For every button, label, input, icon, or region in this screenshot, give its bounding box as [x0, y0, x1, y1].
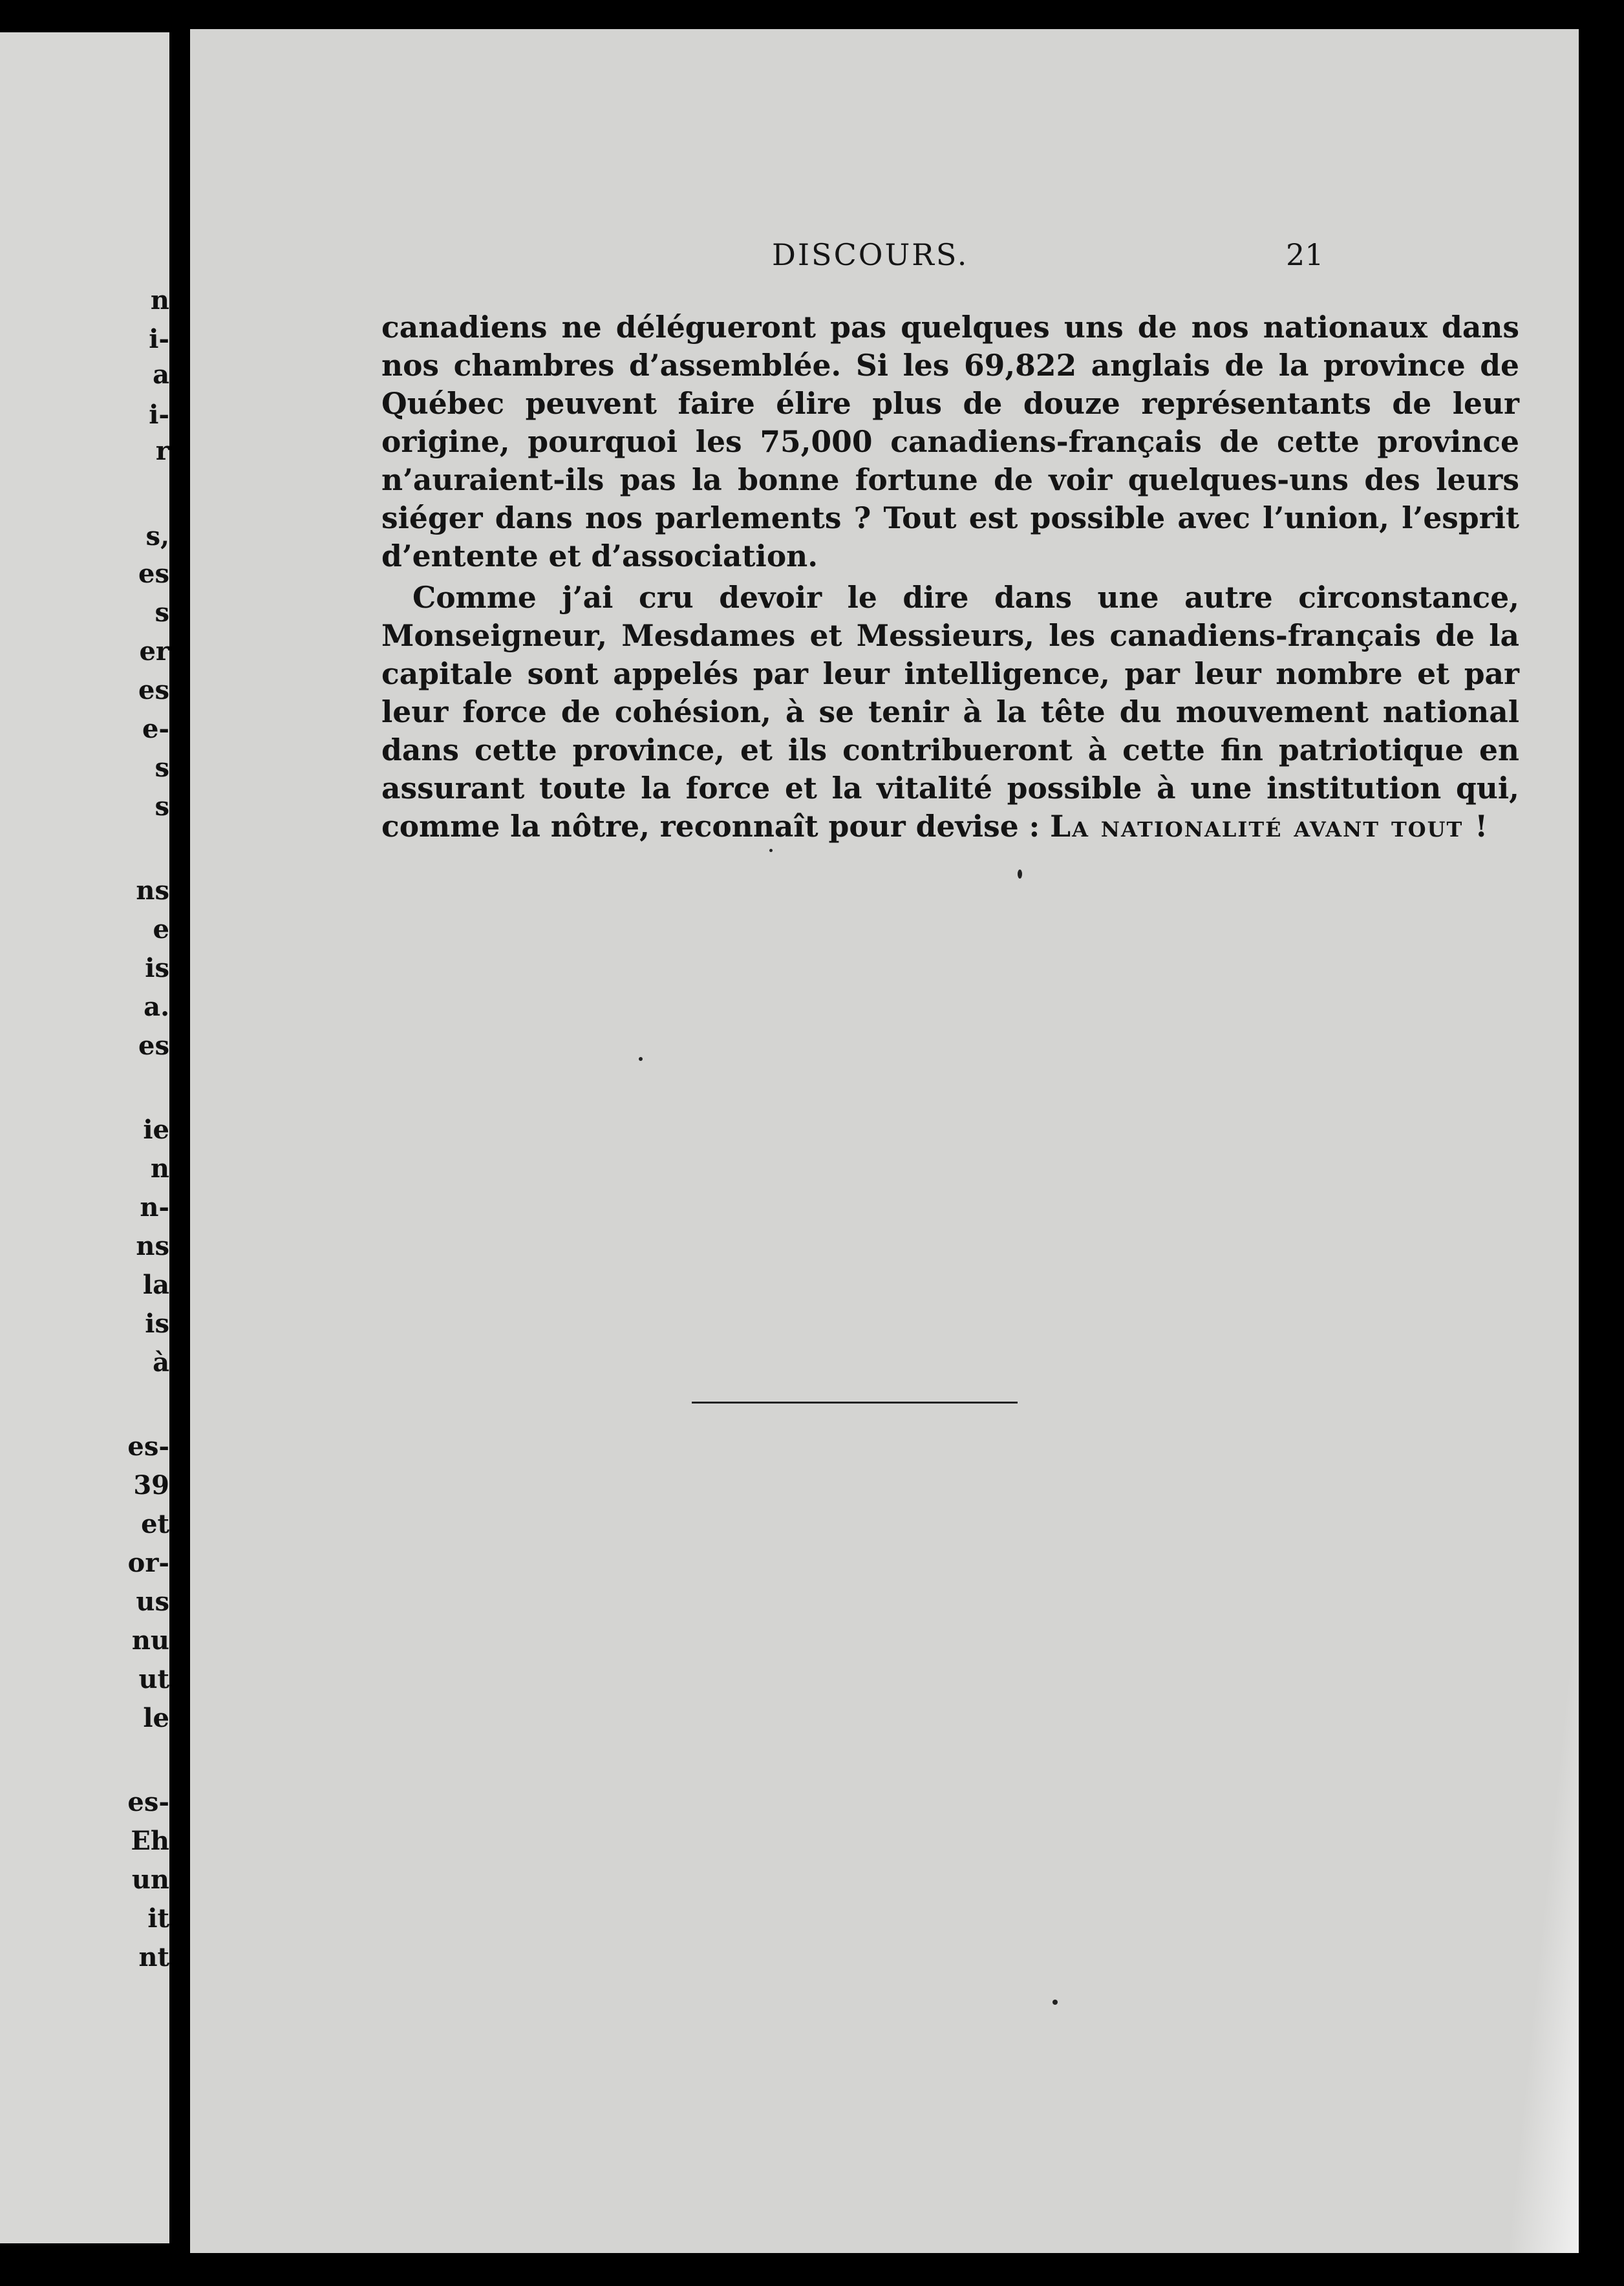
facing-page-fragment-31: ut	[138, 1664, 169, 1694]
paragraph-2	[381, 579, 1519, 846]
paragraph-1: canadiens ne délégueront pas quelques uns de nos nationaux dans nos chambres d’assemblée. Si les 69,822 anglais de la province de Québec peuvent faire élire plus de douze représentants de leur origine, pourquoi les 75,000 canadiens-français de cette province n’auraient-ils pas la bonne fortune de voir quelques-uns des leurs siéger dans nos parlements ? Tout est possible avec l’union, l’esprit d’entente et d’association.	[381, 310, 1519, 573]
facing-page-fragment-24: à	[153, 1347, 169, 1378]
facing-page-fragment-2: a	[153, 359, 169, 390]
print-speck	[639, 1057, 643, 1061]
facing-page-fragment-16: a.	[144, 992, 169, 1022]
page-number: 21	[1286, 237, 1324, 272]
paragraph-2-text: Comme j’ai cru devoir le dire dans une autre circonstance, Monseigneur, Mesdames et Messieurs, les canadiens-français de la capitale sont appelés par leur intelligence, par leur nombre et par leur force de cohésion, à se tenir à la tête du mouvement national dans cette province, et ils contribueront à cette fin patriotique en assurant toute la force et la vitalité possible à une institution qui, comme la nôtre, reconnaît pour devise :	[381, 580, 1519, 844]
running-head-title: DISCOURS.	[772, 237, 969, 272]
facing-page-fragment-27: et	[141, 1509, 169, 1539]
book-gutter	[169, 0, 190, 2286]
facing-page-fragment-1: i-	[149, 324, 169, 354]
facing-page-fragment-23: is	[145, 1309, 169, 1339]
facing-page-fragment-6: es	[138, 559, 169, 589]
facing-page-fragment-13: ns	[136, 875, 169, 906]
facing-page-fragment-7: s	[155, 597, 169, 628]
facing-page-fragment-0: n	[150, 285, 169, 315]
facing-page-fragment-35: un	[131, 1864, 169, 1895]
facing-page-fragment-3: i-	[149, 400, 169, 430]
facing-page-fragment-32: le	[143, 1703, 169, 1733]
facing-page-fragment-12: s	[155, 791, 169, 822]
facing-page-fragment-28: or-	[127, 1548, 169, 1578]
facing-page-fragment-19: n	[150, 1153, 169, 1184]
section-divider-rule	[692, 1402, 1018, 1404]
facing-page-fragment	[0, 32, 169, 2243]
facing-page-fragment-29: us	[136, 1586, 169, 1617]
running-head	[190, 237, 1579, 276]
facing-page-fragment-22: la	[142, 1270, 169, 1300]
body-text	[381, 308, 1519, 846]
print-speck	[1052, 2000, 1058, 2005]
facing-page-fragment-18: ie	[143, 1115, 169, 1145]
facing-page-fragment-4: r	[155, 436, 169, 466]
facing-page-fragment-37: nt	[138, 1942, 169, 1972]
book-page	[190, 29, 1579, 2253]
facing-page-fragment-25: es-	[127, 1431, 169, 1462]
facing-page-fragment-21: ns	[136, 1231, 169, 1261]
print-speck	[1018, 870, 1022, 879]
facing-page-fragment-34: Eh	[131, 1826, 169, 1856]
facing-page-fragment-5: s,	[145, 521, 169, 551]
facing-page-fragment-8: er	[139, 636, 169, 667]
facing-page-fragment-33: es-	[127, 1787, 169, 1817]
facing-page-fragment-9: es	[138, 675, 169, 705]
facing-page-fragment-15: is	[145, 953, 169, 983]
print-speck	[769, 849, 773, 852]
facing-page-fragment-10: e-	[142, 714, 169, 744]
facing-page-line-endings	[0, 32, 169, 2243]
facing-page-fragment-26: 39	[133, 1470, 169, 1501]
facing-page-fragment-14: e	[153, 914, 169, 945]
facing-page-fragment-17: es	[138, 1031, 169, 1061]
facing-page-fragment-30: nu	[131, 1625, 169, 1656]
facing-page-fragment-20: n-	[140, 1192, 169, 1223]
motto: La nationalité avant tout !	[1050, 809, 1490, 844]
facing-page-fragment-36: it	[147, 1903, 169, 1934]
facing-page-fragment-11: s	[155, 753, 169, 783]
